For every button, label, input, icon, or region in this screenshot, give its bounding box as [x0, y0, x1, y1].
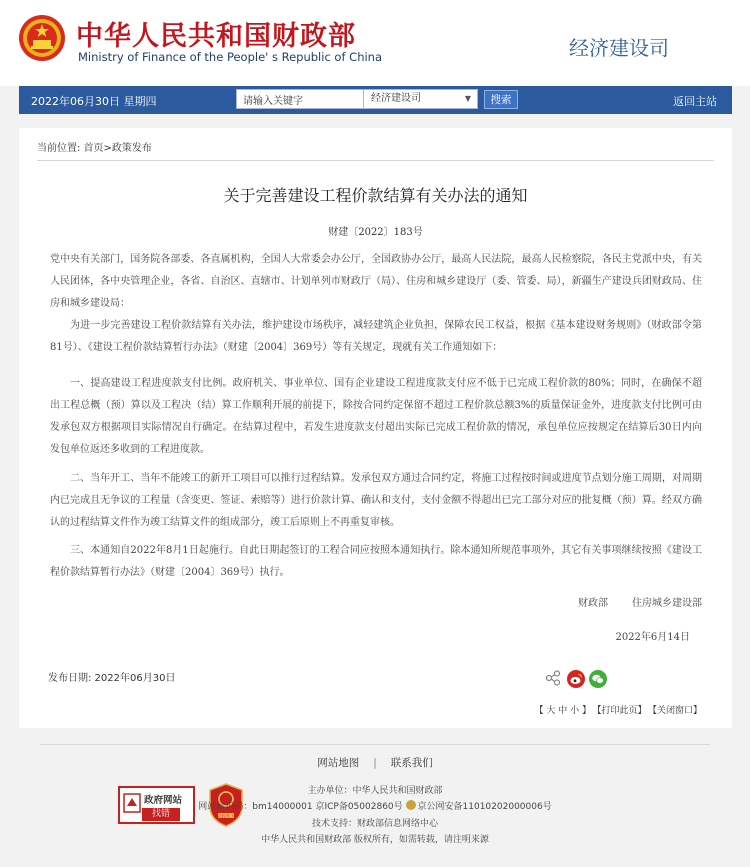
close-window-link[interactable]: 【关闭窗口】 — [652, 706, 702, 716]
article-panel — [19, 128, 732, 728]
current-date: 2022年06月30日 星期四 — [31, 95, 157, 108]
breadcrumb[interactable]: 当前位置: 首页>政策发布 — [37, 143, 152, 154]
article-recipients: 党中央有关部门，国务院各部委、各直属机构，全国人大常委会办公厅，全国政协办公厅，最高人民法院，最高人民检察院，各民主党派中央，有关人民团体，各中央管理企业，各省、自治区、直辖市、计划单列市财政厅（局）、住房和城乡建设厅（委、管委、局），新疆生产建设兵团财政局、住房和城乡建设局： — [50, 254, 702, 309]
article-paragraph: 二、当年开工、当年不能竣工的新开工项目可以推行过程结算。发承包双方通过合同约定，将施工过程按时间或进度节点划分施工周期，对周期内已完成且无争议的工程量（含变更、签证、索赔等）进行价款计算、确认和支付，支付金额不得超出已完工部分对应的批复概（预）算。经双方确认的过程结算文件作为竣工结算文件的组成部分，竣工后原则上不再重复审核。 — [50, 473, 702, 528]
gov-badge-label: 找错 — [142, 808, 180, 821]
police-beian-icon — [406, 800, 416, 810]
chevron-down-icon: ▼ — [464, 94, 471, 103]
registration-info — [0, 799, 750, 812]
article-paragraph: 一、提高建设工程进度款支付比例。政府机关、事业单位、国有企业建设工程进度款支付应不低于已完成工程价款的80%；同时，在确保不超出工程总概（预）算以及工程决（结）算工作顺利开展的前提下，除按合同约定保留不超过工程价款总额3%的质量保证金外，进度款支付比例可由发承包双方根据项目实际情况自行确定。在结算过程中，若发生进度款支付超出实际已完成工程价款的情况，承包单位应按规定在结算后30日内向发包单位返还多收到的工程进度款。 — [50, 378, 702, 455]
article-title: 关于完善建设工程价款结算有关办法的通知 — [223, 186, 528, 205]
article-paragraph: 为进一步完善建设工程价款结算有关办法，维护建设市场秩序，减轻建筑企业负担，保障农民工权益，根据《基本建设财务规则》（财政部令第81号）、《建设工程价款结算暂行办法》（财建〔2004〕369号）等有关规定，现就有关工作通知如下： — [50, 320, 702, 353]
contact-link[interactable]: 联系我们 — [390, 757, 433, 769]
search-button[interactable]: 搜索 — [484, 90, 518, 109]
copyright-text: 中华人民共和国财政部 版权所有，如需转载，请注明来源 — [261, 835, 489, 845]
font-size-control[interactable]: 【 大 中 小 】 — [534, 706, 591, 716]
footer-divider — [40, 744, 710, 745]
search-input[interactable] — [236, 89, 371, 109]
site-id-text: 网站标识码：bm14000001 — [198, 802, 313, 812]
top-navbar — [19, 86, 732, 114]
page-tools — [19, 703, 702, 716]
national-emblem-icon — [18, 14, 66, 62]
return-home-link[interactable]: 返回主站 — [673, 95, 717, 108]
document-number: 财建〔2022〕183号 — [328, 227, 423, 238]
department-select-value: 经济建设司 — [371, 93, 421, 104]
divider — [37, 160, 714, 161]
article-paragraph: 三、本通知自2022年8月1日起施行。自此日期起签订的工程合同应按照本通知执行。除本通知所规范事项外，其它有关事项继续按照《建设工程价款结算暂行办法》（财建〔2004〕369号）执行。 — [50, 545, 702, 578]
site-title-cn: 中华人民共和国财政部 — [76, 21, 356, 52]
icp-link[interactable]: 京ICP备05002860号 — [315, 802, 403, 812]
svg-text:党政机关: 党政机关 — [217, 814, 235, 820]
publish-date: 发布日期: 2022年06月30日 — [48, 673, 176, 684]
footer-links: 网站地图 | 联系我们 — [317, 757, 433, 769]
sponsor-text: 主办单位：中华人民共和国财政部 — [307, 786, 443, 796]
department-select[interactable] — [363, 89, 478, 109]
signer: 住房城乡建设部 — [632, 598, 702, 609]
signer: 财政部 — [578, 598, 608, 609]
wechat-icon[interactable] — [589, 670, 607, 688]
weibo-icon[interactable] — [567, 670, 585, 688]
tech-support-text: 技术支持：财政部信息网络中心 — [311, 819, 438, 829]
department-name: 经济建设司 — [569, 36, 669, 60]
gov-badge-title: 政府网站 — [144, 795, 183, 806]
signers — [19, 594, 702, 609]
print-page-link[interactable]: 【打印此页】 — [596, 706, 647, 716]
sign-date: 2022年6月14日 — [615, 632, 690, 643]
site-header — [0, 0, 750, 86]
police-beian-link[interactable]: 京公网安备11010202000006号 — [417, 802, 552, 812]
site-title-en: Ministry of Finance of the People' s Republic of China — [78, 50, 383, 64]
sitemap-link[interactable]: 网站地图 — [317, 757, 360, 769]
share-icon[interactable] — [545, 670, 561, 686]
